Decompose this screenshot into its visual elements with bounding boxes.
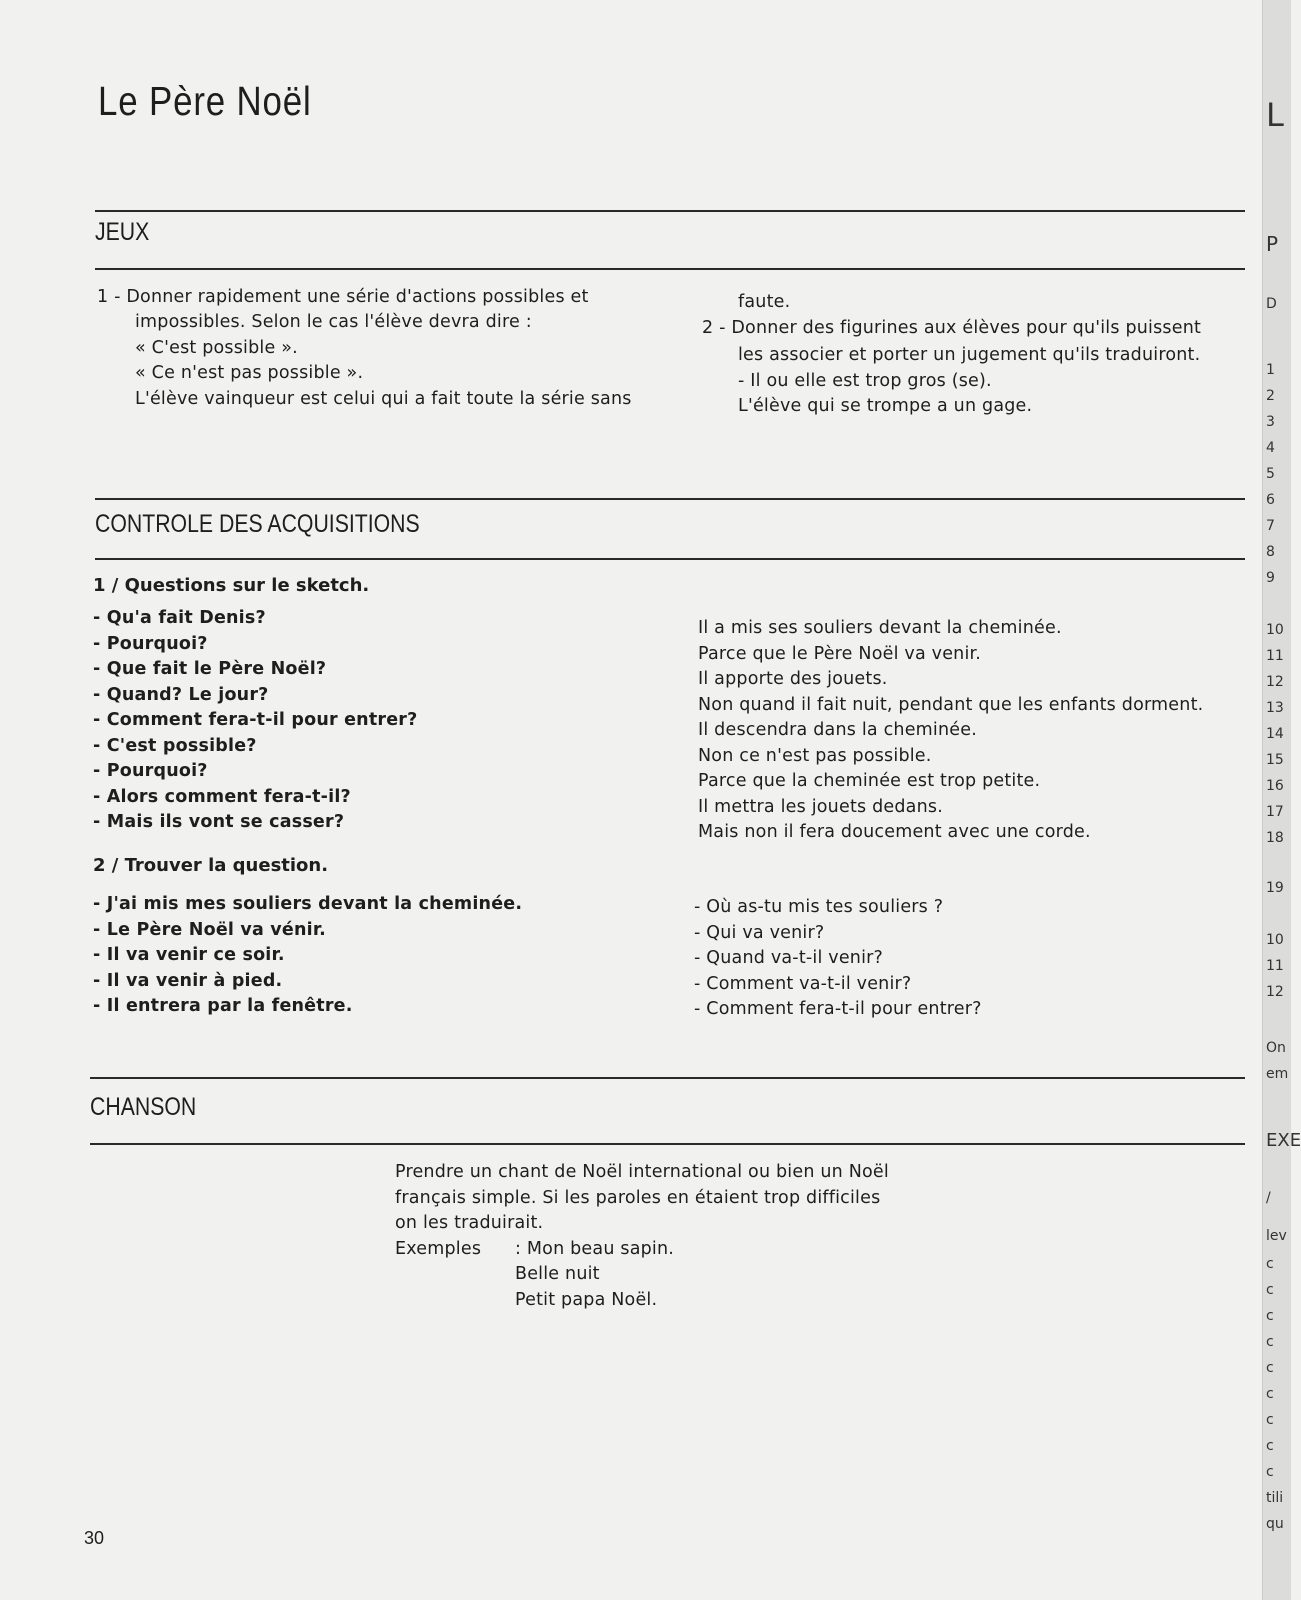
edge-fragment: L [1266,96,1284,134]
question-item: - Que fait le Père Noël? [93,659,327,679]
statement-item: - Il va venir à pied. [93,970,283,991]
jeux-item-1-line: « C'est possible ». [135,337,298,358]
edge-fragment: 14 [1266,726,1284,742]
answer-item: Il a mis ses souliers devant la cheminée. [698,618,1062,638]
expected-question-item: - Où as-tu mis tes souliers ? [694,897,944,917]
section-rule [95,210,1245,212]
edge-fragment: lev [1266,1228,1287,1244]
edge-fragment: c [1266,1464,1274,1480]
answer-item: Non quand il fait nuit, pendant que les enfants dorment. [698,694,1204,715]
expected-question-item: - Quand va-t-il venir? [694,948,884,968]
edge-fragment: / [1266,1190,1271,1206]
chanson-line: Prendre un chant de Noël international ou bien un Noël [395,1162,889,1182]
section-heading-jeux: JEUX [95,218,150,246]
edge-fragment: 17 [1266,804,1284,820]
subsection-title-questions: 1 / Questions sur le sketch. [93,575,370,596]
expected-question-item: - Comment va-t-il venir? [694,973,912,994]
edge-fragment: 12 [1266,984,1284,1000]
chanson-body [395,1160,889,1313]
edge-fragment: 8 [1266,544,1275,560]
answer-list [698,616,1203,846]
answer-item: Il descendra dans la cheminée. [698,720,977,740]
edge-fragment: c [1266,1308,1274,1324]
edge-fragment: 12 [1266,674,1284,690]
edge-fragment: 18 [1266,830,1284,846]
answer-item: Parce que le Père Noël va venir. [698,643,982,664]
edge-fragment: 13 [1266,700,1284,716]
statement-item: - Il va venir ce soir. [93,945,285,965]
question-item: - Comment fera-t-il pour entrer? [93,710,418,730]
edge-fragment: c [1266,1412,1274,1428]
jeux-item-2 [702,316,1201,342]
section-rule [95,268,1245,270]
answer-item: Il mettra les jouets dedans. [698,796,943,817]
page-title: Le Père Noël [98,78,312,124]
edge-fragment: EXE [1266,1130,1301,1151]
edge-fragment: 10 [1266,622,1284,638]
edge-fragment: 3 [1266,414,1275,430]
jeux-item-2-lead: 2 - Donner des figurines aux élèves pour qu'ils puissent [702,318,1202,338]
jeux-item-2-line: - Il ou elle est trop gros (se). [738,370,992,391]
edge-fragment: D [1266,296,1277,312]
jeux-item-1-line: impossibles. Selon le cas l'élève devra dire : [135,312,532,332]
answer-item: Non ce n'est pas possible. [698,745,932,766]
edge-fragment: 11 [1266,958,1284,974]
edge-fragment: c [1266,1334,1274,1350]
edge-fragment: em [1266,1066,1289,1082]
question-item: - Quand? Le jour? [93,684,269,705]
expected-question-item: - Qui va venir? [694,922,825,943]
edge-fragment: 16 [1266,778,1284,794]
edge-fragment: tili [1266,1490,1284,1506]
question-item: - C'est possible? [93,735,257,756]
question-item: - Alors comment fera-t-il? [93,786,351,807]
chanson-line: on les traduirait. [395,1213,544,1233]
chanson-examples-row [395,1237,889,1263]
edge-fragment: On [1266,1040,1286,1056]
jeux-item-1 [97,285,660,311]
jeux-item-1-line: « Ce n'est pas possible ». [135,363,364,383]
example-item: Belle nuit [515,1264,600,1284]
section-heading-chanson: CHANSON [90,1093,197,1121]
edge-fragment: P [1266,232,1279,256]
edge-fragment: 9 [1266,570,1275,586]
subsection-title-trouver: 2 / Trouver la question. [93,855,329,876]
edge-fragment: c [1266,1386,1274,1402]
question-item: - Pourquoi? [93,761,208,781]
edge-fragment: 10 [1266,932,1284,948]
edge-fragment: 19 [1266,880,1284,896]
statement-item: - Le Père Noël va vénir. [93,919,327,940]
answer-item: Parce que la cheminée est trop petite. [698,771,1041,791]
edge-fragment: 15 [1266,752,1284,768]
chanson-line: français simple. Si les paroles en étaient trop difficiles [395,1187,881,1208]
jeux-item-2-line: L'élève qui se trompe a un gage. [738,396,1033,416]
section-rule [90,1143,1245,1145]
question-item: - Qu'a fait Denis? [93,608,266,628]
question-item: - Mais ils vont se casser? [93,812,345,832]
section-heading-controle: CONTROLE DES ACQUISITIONS [95,510,420,538]
edge-fragment: qu [1266,1516,1284,1532]
edge-fragment: c [1266,1256,1274,1272]
edge-fragment: c [1266,1282,1274,1298]
section-rule [95,558,1245,560]
example-item: : Mon beau sapin. [515,1238,675,1259]
answer-item: Mais non il fera doucement avec une corde. [698,822,1091,842]
edge-fragment: 1 [1266,362,1275,378]
section-rule [95,498,1245,500]
jeux-item-2-line: les associer et porter un jugement qu'ils traduiront. [738,345,1201,365]
edge-fragment: 6 [1266,492,1275,508]
statement-item: - Il entrera par la fenêtre. [93,996,353,1016]
jeux-item-1-continuation: faute. [738,292,791,312]
expected-question-list [694,895,982,1023]
expected-question-item: - Comment fera-t-il pour entrer? [694,999,982,1019]
edge-fragment: 4 [1266,440,1275,456]
example-item: Petit papa Noël. [515,1289,658,1310]
page-number: 30 [84,1528,105,1548]
edge-fragment: 2 [1266,388,1275,404]
statement-item: - J'ai mis mes souliers devant la cheminée. [93,894,523,914]
jeux-item-1-body [135,310,632,412]
answer-item: Il apporte des jouets. [698,669,888,689]
question-item: - Pourquoi? [93,633,208,654]
jeux-item-2-body [738,343,1200,420]
examples-label: Exemples [395,1238,482,1259]
edge-fragment: c [1266,1360,1274,1376]
section-rule [90,1077,1245,1079]
edge-fragment: 7 [1266,518,1275,534]
edge-fragment: 11 [1266,648,1284,664]
jeux-item-1-line: L'élève vainqueur est celui qui a fait toute la série sans [135,388,632,409]
question-list [93,606,418,836]
statement-list [93,892,522,1020]
jeux-item-1-lead: 1 - Donner rapidement une série d'actions possibles et [97,287,589,307]
edge-fragment: c [1266,1438,1274,1454]
edge-fragment: 5 [1266,466,1275,482]
